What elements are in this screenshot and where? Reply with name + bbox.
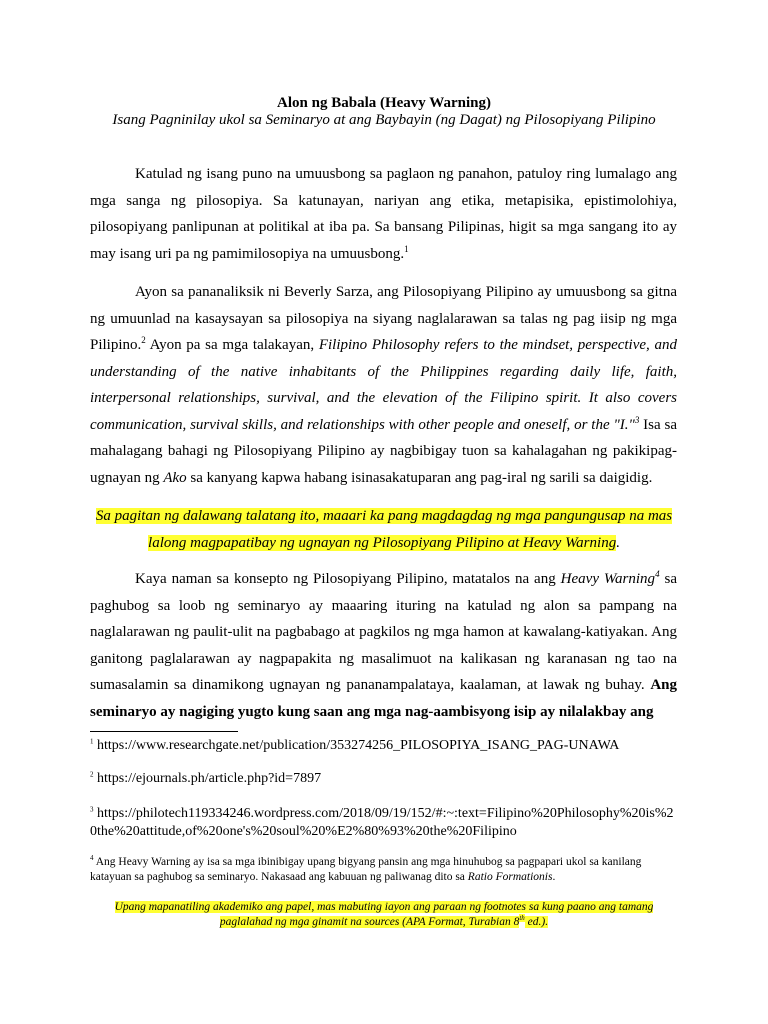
- footnote-divider: [90, 731, 238, 732]
- paragraph-2-ako: Ako: [163, 469, 187, 486]
- footnote-1: [90, 737, 680, 755]
- footnote-1-mark: 1: [90, 737, 94, 746]
- footnote-note-a: Upang mapanatiling akademiko ang papel, mas mabuting iayon ang paraan ng footnotes sa kung paano ang tamang paglalahad ng mga ginamit na sources (APA Format, Turabian 8: [114, 901, 654, 928]
- footnote-1-link[interactable]: https://www.researchgate.net/publication/353274256_PILOSOPIYA_ISANG_PAG-UNAWA: [93, 738, 620, 753]
- paragraph-3-bold: Ang seminaryo ay nagiging yugto kung saan ang mga nag-aambisyong isip ay nilalakbay ang: [90, 677, 677, 720]
- footnote-note-sup: th: [519, 914, 525, 923]
- footnote-ref-2: 2: [141, 335, 146, 345]
- paragraph-3: [90, 566, 677, 725]
- paragraph-3-text-a: Kaya naman sa konsepto ng Pilosopiyang Pilipino, matatalos na ang: [135, 571, 561, 587]
- paragraph-1-text: Katulad ng isang puno na umuusbong sa paglaon ng panahon, patuloy ring lumalago ang mga sanga ng pilosopiya. Sa katunayan, nariyan ang etika, metapisika, epistimolohiya, pilosopiyang panlipunan at politikal at iba pa. Sa bansang Pilipinas, higit sa mga sangang ito ay may isang uri pa ng pamimilosopiya na umuusbong.: [90, 166, 677, 262]
- footnote-highlighted-note: [90, 900, 678, 930]
- footnote-ref-3: 3: [634, 414, 640, 425]
- paragraph-2-text-b: Ayon pa sa mga talakayan,: [145, 337, 319, 353]
- footnote-ref-4: 4: [655, 569, 660, 579]
- footnote-3: [90, 805, 680, 841]
- footnote-ref-1: 1: [404, 243, 409, 254]
- highlighted-note-end: .: [616, 534, 620, 551]
- paragraph-3-heavy-warning: Heavy Warning: [560, 571, 656, 587]
- footnote-2: [90, 770, 680, 788]
- footnote-note-b: ed.).: [524, 916, 549, 928]
- paragraph-1: [90, 161, 677, 267]
- paragraph-2-quote: Filipino Philosophy refers to the mindset, perspective, and understanding of the native inhabitants of the Philippines regarding daily life, faith, interpersonal relationships, survival, and the elevation of the Filipino spirit. It also covers communication, survival skills, and relationships with other people and oneself, or the "I.": [90, 337, 677, 433]
- paragraph-3-text-c: sa paghubog sa loob ng seminaryo ay maaaring ituring na katulad ng alon sa pampang na naglalarawan ng paulit-ulit na pagbabago at pagkilos ng mga hamon at kawalang-katiyakan. Ang ganitong paglalarawan ay nagpapakita ng masalimuot na kalikasan ng karanasan ng tao na sumasalamin sa dinamikong ugnayan ng pananampalataya, kaalaman, at lawak ng buhay.: [90, 571, 678, 693]
- footnote-4-mark: 4: [90, 854, 94, 863]
- document-subtitle: Isang Pagninilay ukol sa Seminaryo at ang Baybayin (ng Dagat) ng Pilosopiyang Pilipino: [112, 112, 656, 128]
- document-title: Alon ng Babala (Heavy Warning): [277, 95, 491, 111]
- footnote-4-end: .: [552, 871, 556, 883]
- footnote-2-mark: 2: [90, 770, 94, 779]
- paragraph-2: [90, 279, 677, 491]
- footnote-2-link[interactable]: https://ejournals.ph/article.php?id=7897: [93, 771, 322, 786]
- footnote-3-link[interactable]: https://philotech119334246.wordpress.com/2018/09/19/152/#:~:text=Filipino%20Philosophy%20is%20the%20attitude,of%20one's%20soul%20%E2%80%93%20the%20Filipino: [90, 806, 674, 839]
- footnote-4: [90, 855, 680, 885]
- footnote-4-ratio: Ratio Formationis: [467, 871, 553, 883]
- footnote-4-text: Ang Heavy Warning ay isa sa mga ibinibigay upang bigyang pansin ang mga hinuhubog sa pagpapari ukol sa kanilang katayuan sa paghubog sa seminaryo. Nakasaad ang kabuuan ng paliwanag dito sa: [90, 856, 642, 883]
- paragraph-2-text-d: Isa sa mahalagang bahagi ng Pilosopiyang Pilipino ay nagbibigay tuon sa kahalagahan ng pakikipag-ugnayan ng: [90, 416, 677, 486]
- footnote-3-mark: 3: [90, 805, 94, 814]
- paragraph-2-text-a: Ayon sa pananaliksik ni Beverly Sarza, ang Pilosopiyang Pilipino ay umuusbong sa gitna ng umuunlad na kasaysayan sa pilosopiya na siyang naglalarawan sa talas ng pag iisip ng mga Pilipino.: [90, 284, 677, 353]
- highlighted-note-text: Sa pagitan ng dalawang talatang ito, maaari ka pang magdagdag ng mga pangungusap na mas lalong magpapatibay ng ugnayan ng Pilosopiyang Pilipino at Heavy Warning: [95, 508, 673, 551]
- highlighted-note: [86, 503, 682, 556]
- paragraph-2-text-f: sa kanyang kapwa habang isinasakatuparan ang pag-iral ng sarili sa daigidig.: [186, 469, 653, 486]
